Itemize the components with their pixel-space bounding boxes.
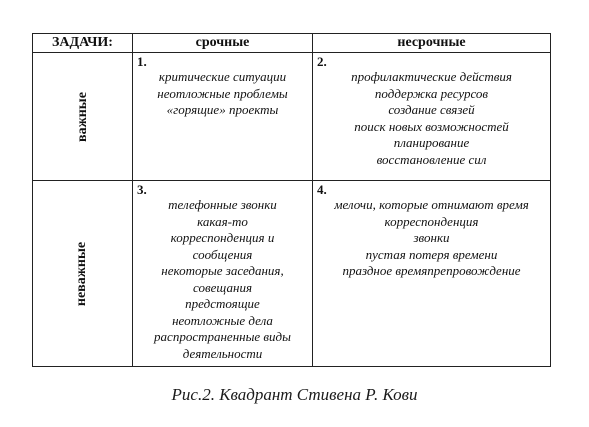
list-item: какая-то (197, 213, 248, 229)
header-not-urgent: несрочные (397, 35, 466, 50)
row-label-important-text: важные (74, 91, 90, 142)
quadrant-list (313, 197, 550, 280)
list-item: создание связей (388, 102, 475, 117)
quadrant-number: 2. (317, 54, 327, 69)
list-item: пустая потеря времени (365, 246, 498, 262)
list-item: деятельности (182, 345, 263, 361)
quadrant-list (313, 69, 550, 168)
list-item: «горящие» проекты (166, 102, 279, 117)
quadrant-number: 3. (137, 182, 147, 197)
list-item: распространенные виды (154, 329, 291, 344)
list-item: некоторые заседания, (161, 263, 284, 278)
quadrant-3 (133, 182, 312, 367)
row-label-important (33, 53, 132, 180)
list-item: восстановление сил (376, 151, 487, 167)
quadrant-4 (313, 182, 550, 367)
list-item: планирование (393, 135, 470, 150)
quadrant-list (133, 197, 312, 362)
header-urgent: срочные (195, 35, 250, 50)
quadrant-number: 4. (317, 182, 327, 197)
list-item: корреспонденция (384, 213, 479, 229)
list-item: профилактические действия (351, 69, 512, 84)
list-item: телефонные звонки (168, 197, 277, 212)
list-item: поддержка ресурсов (374, 85, 489, 101)
quadrant-number: 1. (137, 54, 147, 69)
quadrant-1 (133, 54, 312, 180)
list-item: мелочи, которые отнимают время (334, 197, 529, 212)
covey-matrix-table (32, 33, 551, 367)
list-item: критические ситуации (158, 69, 287, 84)
list-item: поиск новых возможностей (354, 118, 509, 134)
quadrant-2 (313, 54, 550, 180)
list-item: неотложные проблемы (157, 85, 288, 101)
list-item: корреспонденция и (170, 230, 275, 245)
quadrant-list (133, 69, 312, 119)
list-item: неотложные дела (172, 312, 273, 328)
list-item: звонки (413, 230, 450, 245)
list-item: праздное времяпрепровождение (342, 263, 521, 278)
list-item: сообщения (192, 246, 253, 262)
header-corner: ЗАДАЧИ: (52, 35, 113, 50)
row-label-not-important-text: неважные (74, 241, 90, 307)
figure-caption: Рис.2. Квадрант Стивена Р. Кови (171, 385, 418, 404)
list-item: предстоящие (185, 296, 260, 311)
list-item: совещания (193, 279, 252, 295)
row-label-not-important (33, 181, 132, 367)
